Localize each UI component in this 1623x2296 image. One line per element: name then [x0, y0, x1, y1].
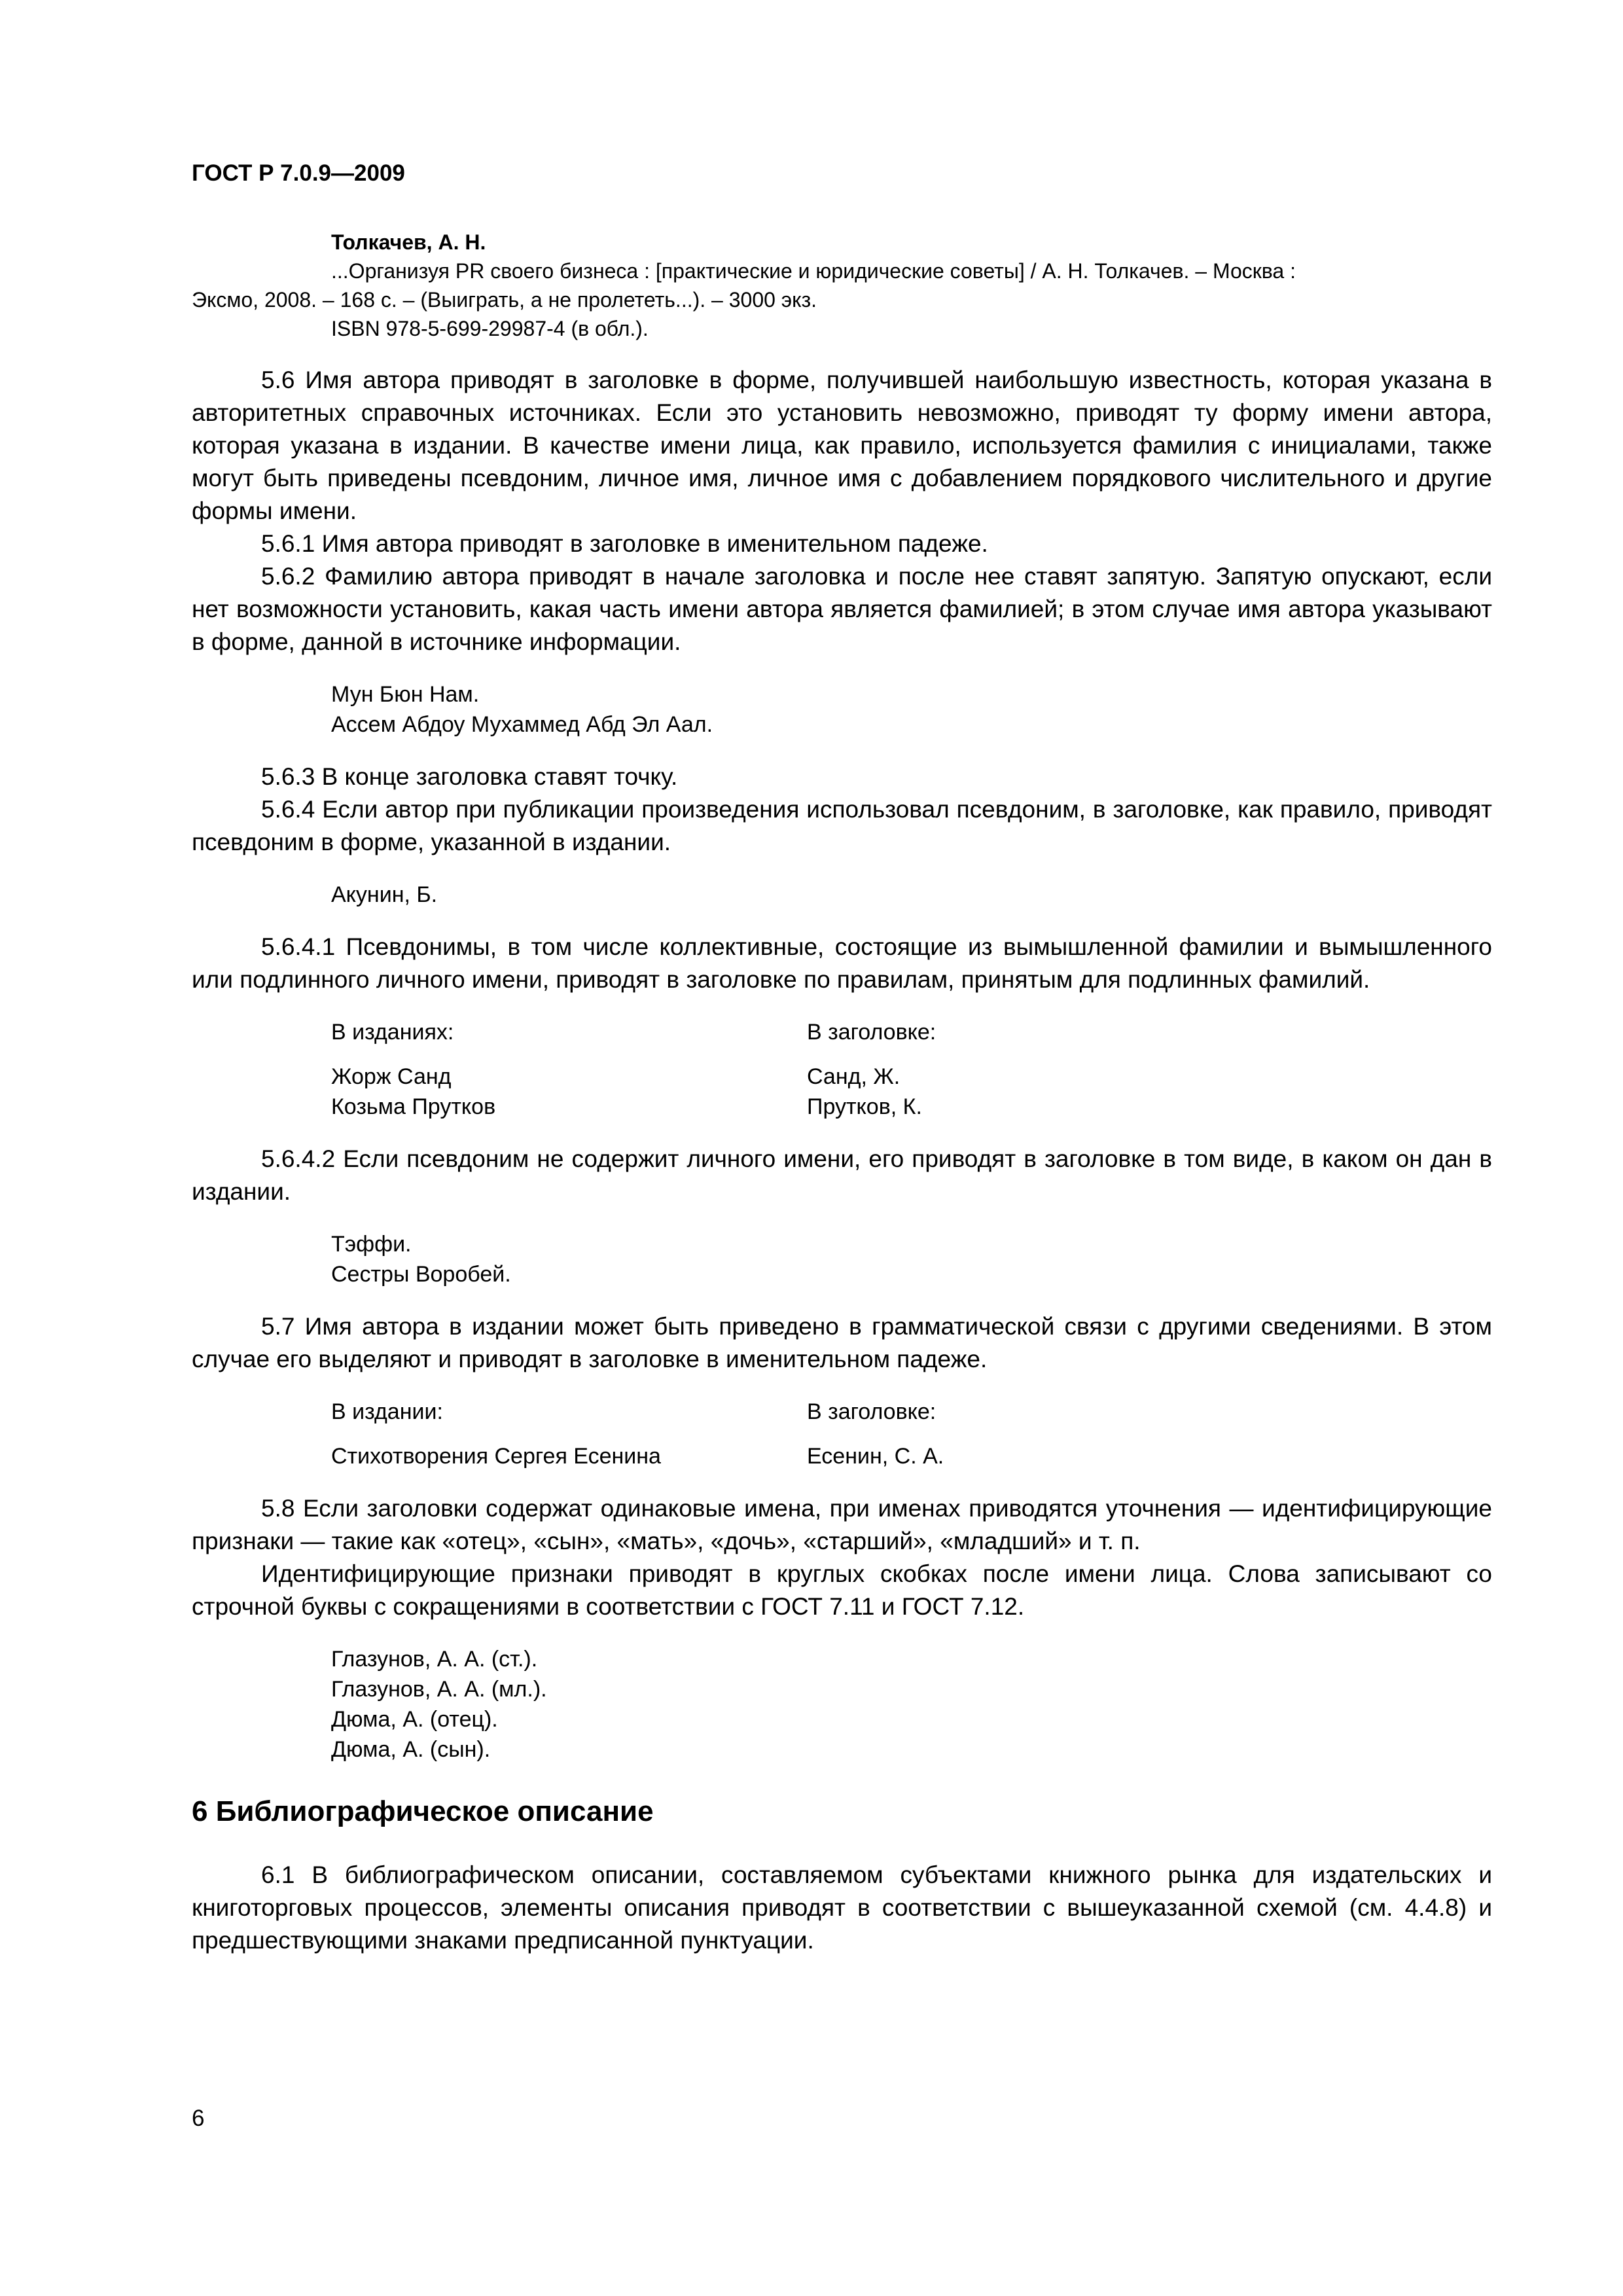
example-header-row [331, 1397, 1492, 1427]
paragraph-5-8-b: Идентифицирующие признаки приводят в круглых скобках после имени лица. Слова записывают со строчной буквы с сокращениями в соответствии с ГОСТ 7.11 и ГОСТ 7.12. [192, 1560, 1492, 1620]
paragraph-5-6-4: 5.6.4 Если автор при публикации произведения использовал псевдоним, в заголовке, как правило, приводят псевдоним в форме, указанной в издании. [192, 796, 1492, 855]
standard-code-header: ГОСТ Р 7.0.9—2009 [192, 160, 405, 186]
example-line: Дюма, А. (сын). [331, 1737, 491, 1762]
page-content [192, 228, 1492, 1957]
example-left: Жорж Санд [331, 1064, 452, 1089]
example-5-6-4-2 [331, 1229, 1492, 1289]
example-left: Козьма Прутков [331, 1094, 496, 1119]
example-line: Сестры Воробей. [331, 1262, 511, 1287]
example-row [331, 1062, 1492, 1092]
example-left: Стихотворения Сергея Есенина [331, 1444, 661, 1469]
example-title-line: ...Организуя PR своего бизнеса : [практические и юридические советы] / А. Н. Толкачев. – Москва : [331, 259, 1296, 283]
example-imprint-line: Эксмо, 2008. – 168 с. – (Выиграть, а не пролететь...). – 3000 экз. [192, 288, 817, 312]
top-example [192, 228, 1492, 343]
paragraph-5-6-4-1: 5.6.4.1 Псевдонимы, в том числе коллективные, состоящие из вымышленной фамилии и вымышленного или подлинного личного имени, приводят в заголовке по правилам, принятым для подлинных фамилий. [192, 933, 1492, 993]
example-line: Ассем Абдоу Мухаммед Абд Эл Аал. [331, 712, 713, 737]
example-line: Дюма, А. (отец). [331, 1707, 498, 1732]
example-right: Санд, Ж. [807, 1064, 901, 1089]
paragraph-5-6-2: 5.6.2 Фамилию автора приводят в начале заголовка и после нее ставят запятую. Запятую опускают, если нет возможности установить, какая часть имени автора является фамилией; в этом случае имя автора указывают в форме, данной в источнике информации. [192, 563, 1492, 655]
example-right: Прутков, К. [807, 1094, 922, 1119]
paragraph-5-7: 5.7 Имя автора в издании может быть приведено в грамматической связи с другими сведениями. В этом случае его выделяют и приводят в заголовке в именительном падеже. [192, 1313, 1492, 1372]
paragraph-5-6-4-2: 5.6.4.2 Если псевдоним не содержит личного имени, его приводят в заголовке в том виде, в каком он дан в издании. [192, 1145, 1492, 1205]
column-header-right: В заголовке: [807, 1399, 936, 1424]
section-6-heading: 6 Библиографическое описание [192, 1795, 654, 1827]
example-line: Мун Бюн Нам. [331, 682, 480, 707]
example-line: Тэффи. [331, 1232, 412, 1257]
example-line: Акунин, Б. [331, 882, 438, 907]
example-line: Глазунов, А. А. (ст.). [331, 1647, 538, 1672]
page-number: 6 [192, 2106, 205, 2131]
paragraph-5-6-3: 5.6.3 В конце заголовка ставят точку. [261, 763, 678, 790]
example-header-row [331, 1017, 1492, 1047]
column-header-left: В издании: [331, 1399, 443, 1424]
example-line: Глазунов, А. А. (мл.). [331, 1677, 547, 1702]
example-isbn: ISBN 978-5-699-29987-4 (в обл.). [331, 317, 649, 340]
example-5-6-2 [331, 679, 1492, 740]
paragraph-5-6: 5.6 Имя автора приводят в заголовке в форме, получившей наибольшую известность, которая указана в авторитетных справочных источниках. Если это установить невозможно, приводят ту форму имени автора, которая указана в издании. В качестве имени лица, как правило, используется фамилия с инициалами, также могут быть приведены псевдоним, личное имя, личное имя с добавлением порядкового числительного и другие формы имени. [192, 367, 1492, 524]
paragraph-5-6-1: 5.6.1 Имя автора приводят в заголовке в именительном падеже. [261, 530, 988, 557]
example-row [331, 1441, 1492, 1471]
example-author: Толкачев, А. Н. [331, 230, 486, 254]
paragraph-6-1: 6.1 В библиографическом описании, составляемом субъектами книжного рынка для издательских и книготорговых процессов, элементы описания приводят в соответствии с вышеуказанной схемой (см. 4.4.8) и предшествующими знаками предписанной пунктуации. [192, 1861, 1492, 1954]
column-header-right: В заголовке: [807, 1020, 936, 1045]
example-5-6-4 [331, 880, 1492, 910]
example-5-8 [331, 1644, 1492, 1765]
paragraph-5-8: 5.8 Если заголовки содержат одинаковые имена, при именах приводятся уточнения — идентифицирующие признаки — такие как «отец», «сын», «мать», «дочь», «старший», «младший» и т. п. [192, 1495, 1492, 1554]
example-right: Есенин, С. А. [807, 1444, 944, 1469]
column-header-left: В изданиях: [331, 1020, 454, 1045]
example-row [331, 1092, 1492, 1122]
